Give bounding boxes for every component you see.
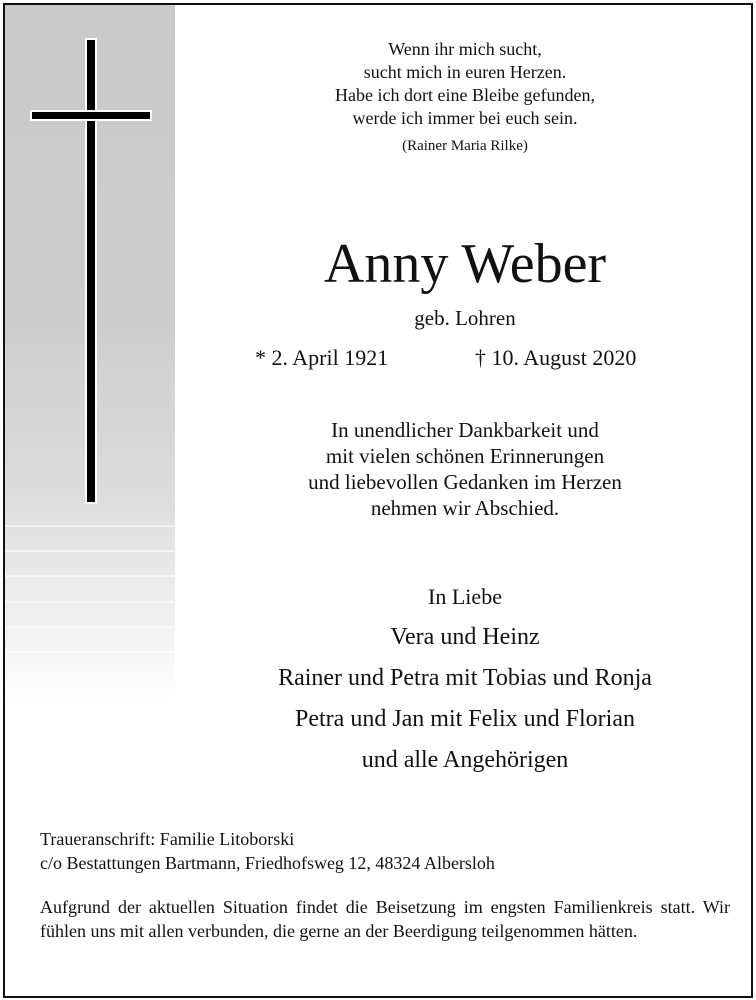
farewell-line: und liebevollen Gedanken im Herzen — [308, 470, 622, 494]
poem-line: werde ich immer bei euch sein. — [352, 108, 578, 128]
poem-line: Wenn ihr mich sucht, — [388, 39, 542, 59]
panel-band — [5, 651, 175, 653]
cross-vertical-beam — [85, 38, 97, 504]
panel-band — [5, 525, 175, 527]
birth-date: * 2. April 1921 — [255, 345, 389, 370]
poem-line: sucht mich in euren Herzen. — [363, 62, 567, 82]
farewell-line: In unendlicher Dankbarkeit und — [331, 418, 599, 442]
birth-name: geb. Lohren — [414, 306, 516, 330]
mourning-address — [40, 827, 730, 875]
death-date: † 10. August 2020 — [475, 345, 637, 370]
signature-line: Vera und Heinz — [390, 624, 540, 650]
address-line: c/o Bestattungen Bartmann, Friedhofsweg 12, 48324 Albersloh — [40, 853, 495, 873]
obituary-notice — [3, 3, 753, 998]
deceased-name: Anny Weber — [323, 233, 607, 295]
signature-line: und alle Angehörigen — [361, 747, 569, 773]
panel-band — [5, 626, 175, 628]
poem — [175, 38, 753, 156]
burial-note: Aufgrund der aktuellen Situation findet die Beisetzung im engsten Familienkreis statt. Wir fühlen uns mit allen verbunden, die gerne an der Beerdigung teilgenommen hätten. — [40, 897, 730, 941]
signature-block — [175, 583, 753, 781]
panel-band — [5, 550, 175, 552]
signature-line: Petra und Jan mit Felix und Florian — [295, 706, 635, 732]
farewell-text — [175, 417, 753, 521]
poem-attribution: (Rainer Maria Rilke) — [402, 138, 528, 154]
signature-intro: In Liebe — [428, 584, 502, 609]
signature-line: Rainer und Petra mit Tobias und Ronja — [278, 665, 652, 691]
address-line: Traueranschrift: Familie Litoborski — [40, 829, 295, 849]
cross-joint — [87, 112, 95, 119]
farewell-line: mit vielen schönen Erinnerungen — [325, 444, 605, 468]
farewell-line: nehmen wir Abschied. — [370, 496, 560, 520]
poem-line: Habe ich dort eine Bleibe gefunden, — [335, 85, 595, 105]
panel-band — [5, 601, 175, 603]
panel-band — [5, 575, 175, 577]
